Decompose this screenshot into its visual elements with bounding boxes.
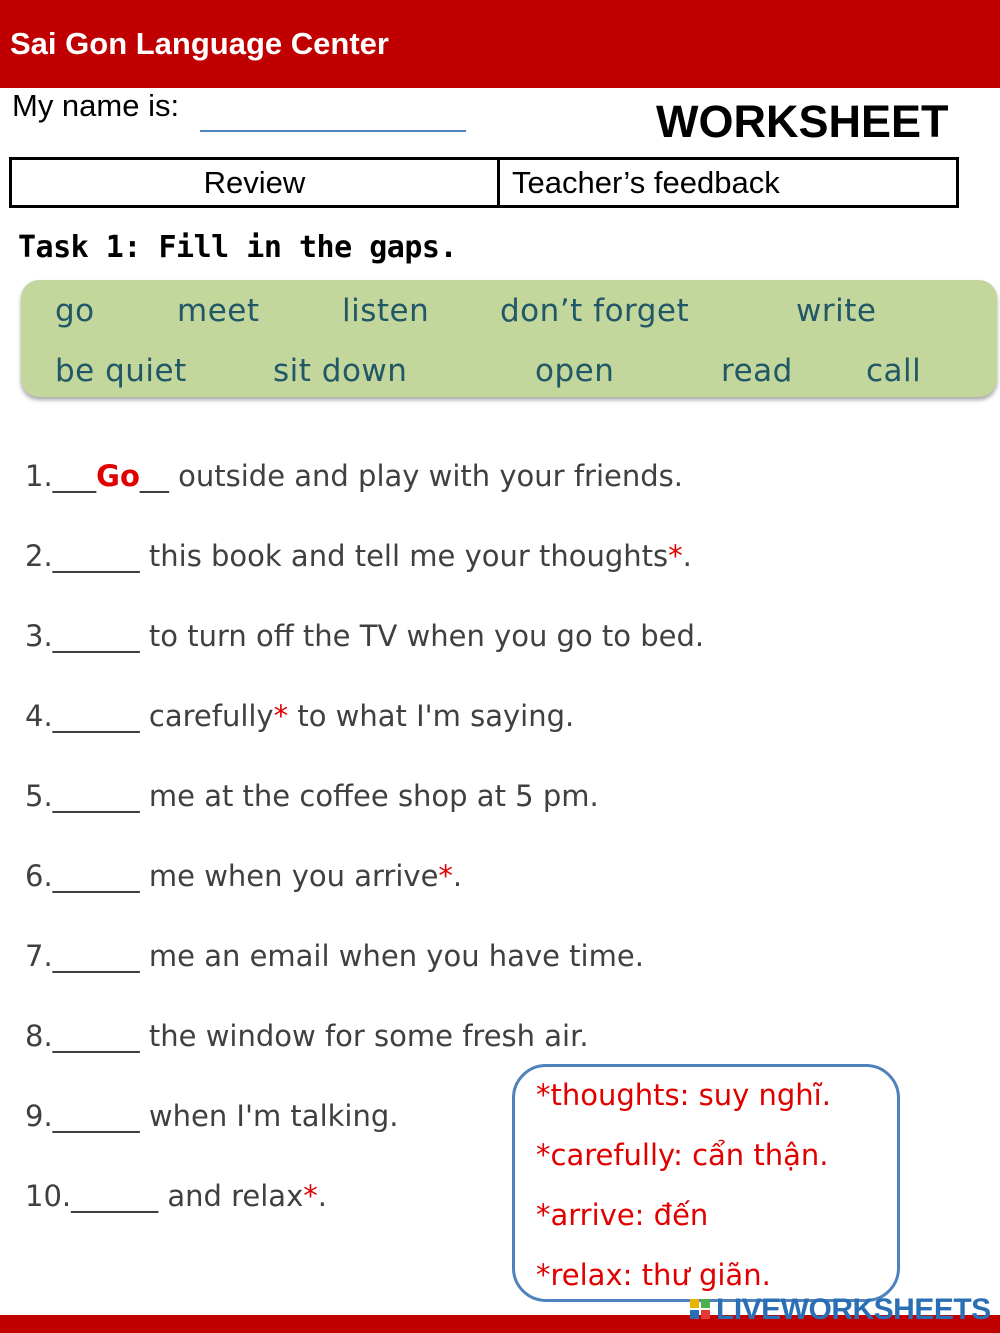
sentence-number: 2.	[25, 539, 53, 573]
sentence-9	[25, 1099, 398, 1133]
sentence-number: 9.	[25, 1099, 53, 1133]
word-bank-item: read	[721, 353, 793, 389]
word-bank-item: call	[866, 353, 922, 389]
name-label: My name is:	[12, 88, 180, 123]
footnote-star: *	[273, 699, 289, 733]
sentence-5	[25, 779, 599, 813]
sentence-1	[25, 459, 683, 493]
sentence-text: me when you arrive	[139, 859, 439, 893]
liveworksheets-logo	[690, 1290, 991, 1330]
blank[interactable]: ______	[52, 1019, 140, 1053]
sentence-8	[25, 1019, 589, 1053]
sentence-2	[25, 539, 692, 573]
review-cell: Review	[12, 160, 500, 205]
sentence-number: 5.	[25, 779, 53, 813]
blank[interactable]: ______	[52, 619, 140, 653]
review-table	[9, 157, 959, 208]
sentence-end: .	[682, 539, 692, 573]
blank[interactable]: __	[139, 459, 169, 493]
sentence-7	[25, 939, 644, 973]
blank[interactable]: ______	[52, 699, 140, 733]
blank[interactable]: ______	[52, 539, 140, 573]
glossary-item: *arrive: đến	[536, 1198, 709, 1232]
word-bank-item: listen	[342, 293, 430, 329]
word-bank-item: sit down	[273, 353, 408, 389]
word-bank-item: write	[796, 293, 877, 329]
sentence-3	[25, 619, 704, 653]
header-bar	[0, 0, 1000, 88]
sentence-text: outside and play with your friends.	[168, 459, 683, 493]
sentence-text: when I'm talking.	[139, 1099, 399, 1133]
sentence-text: and relax	[158, 1179, 304, 1213]
word-bank-item: be quiet	[55, 353, 187, 389]
task-title: Task 1: Fill in the gaps.	[18, 230, 458, 265]
blank[interactable]: ______	[52, 1099, 140, 1133]
blank[interactable]: ______	[52, 859, 140, 893]
sentence-number: 6.	[25, 859, 53, 893]
blank[interactable]: ______	[52, 939, 140, 973]
sentence-text: me an email when you have time.	[139, 939, 644, 973]
sentence-end: to what I'm saying.	[288, 699, 575, 733]
blank[interactable]: ___	[52, 459, 97, 493]
sentence-number: 7.	[25, 939, 53, 973]
blank[interactable]: ______	[71, 1179, 159, 1213]
watermark-text: LIVEWORKSHEETS	[716, 1293, 991, 1326]
worksheet-title: WORKSHEET	[656, 96, 949, 147]
glossary-item: *carefully: cẩn thận.	[536, 1138, 829, 1172]
word-bank-item: open	[535, 353, 615, 389]
glossary-item: *relax: thư giãn.	[536, 1258, 771, 1292]
answer[interactable]: Go	[96, 459, 140, 493]
word-bank-item: go	[55, 293, 95, 329]
sentence-text: the window for some fresh air.	[139, 1019, 589, 1053]
teacher-feedback-cell: Teacher’s feedback	[512, 165, 780, 200]
word-bank-item: meet	[177, 293, 260, 329]
sentence-text: this book and tell me your thoughts	[139, 539, 669, 573]
sentence-text: carefully	[139, 699, 274, 733]
sentence-10	[25, 1179, 327, 1213]
sentence-number: 10.	[25, 1179, 72, 1213]
footnote-star: *	[668, 539, 683, 573]
liveworksheets-logo-icon	[690, 1299, 712, 1321]
sentence-4	[25, 699, 574, 733]
sentence-6	[25, 859, 462, 893]
sentence-number: 3.	[25, 619, 53, 653]
sentence-text: me at the coffee shop at 5 pm.	[139, 779, 599, 813]
center-name: Sai Gon Language Center	[10, 26, 389, 61]
sentence-end: .	[452, 859, 463, 893]
name-input[interactable]	[200, 96, 466, 132]
sentence-number: 4.	[25, 699, 53, 733]
glossary-item: *thoughts: suy nghĩ.	[536, 1078, 831, 1112]
word-bank-item: don’t forget	[500, 293, 690, 329]
sentence-number: 8.	[25, 1019, 53, 1053]
blank[interactable]: ______	[52, 779, 140, 813]
sentence-text: to turn off the TV when you go to bed.	[139, 619, 705, 653]
word-bank	[21, 280, 997, 397]
sentence-number: 1.	[25, 459, 53, 493]
footnote-star: *	[303, 1179, 318, 1213]
footnote-star: *	[438, 859, 453, 893]
sentence-end: .	[317, 1179, 327, 1213]
